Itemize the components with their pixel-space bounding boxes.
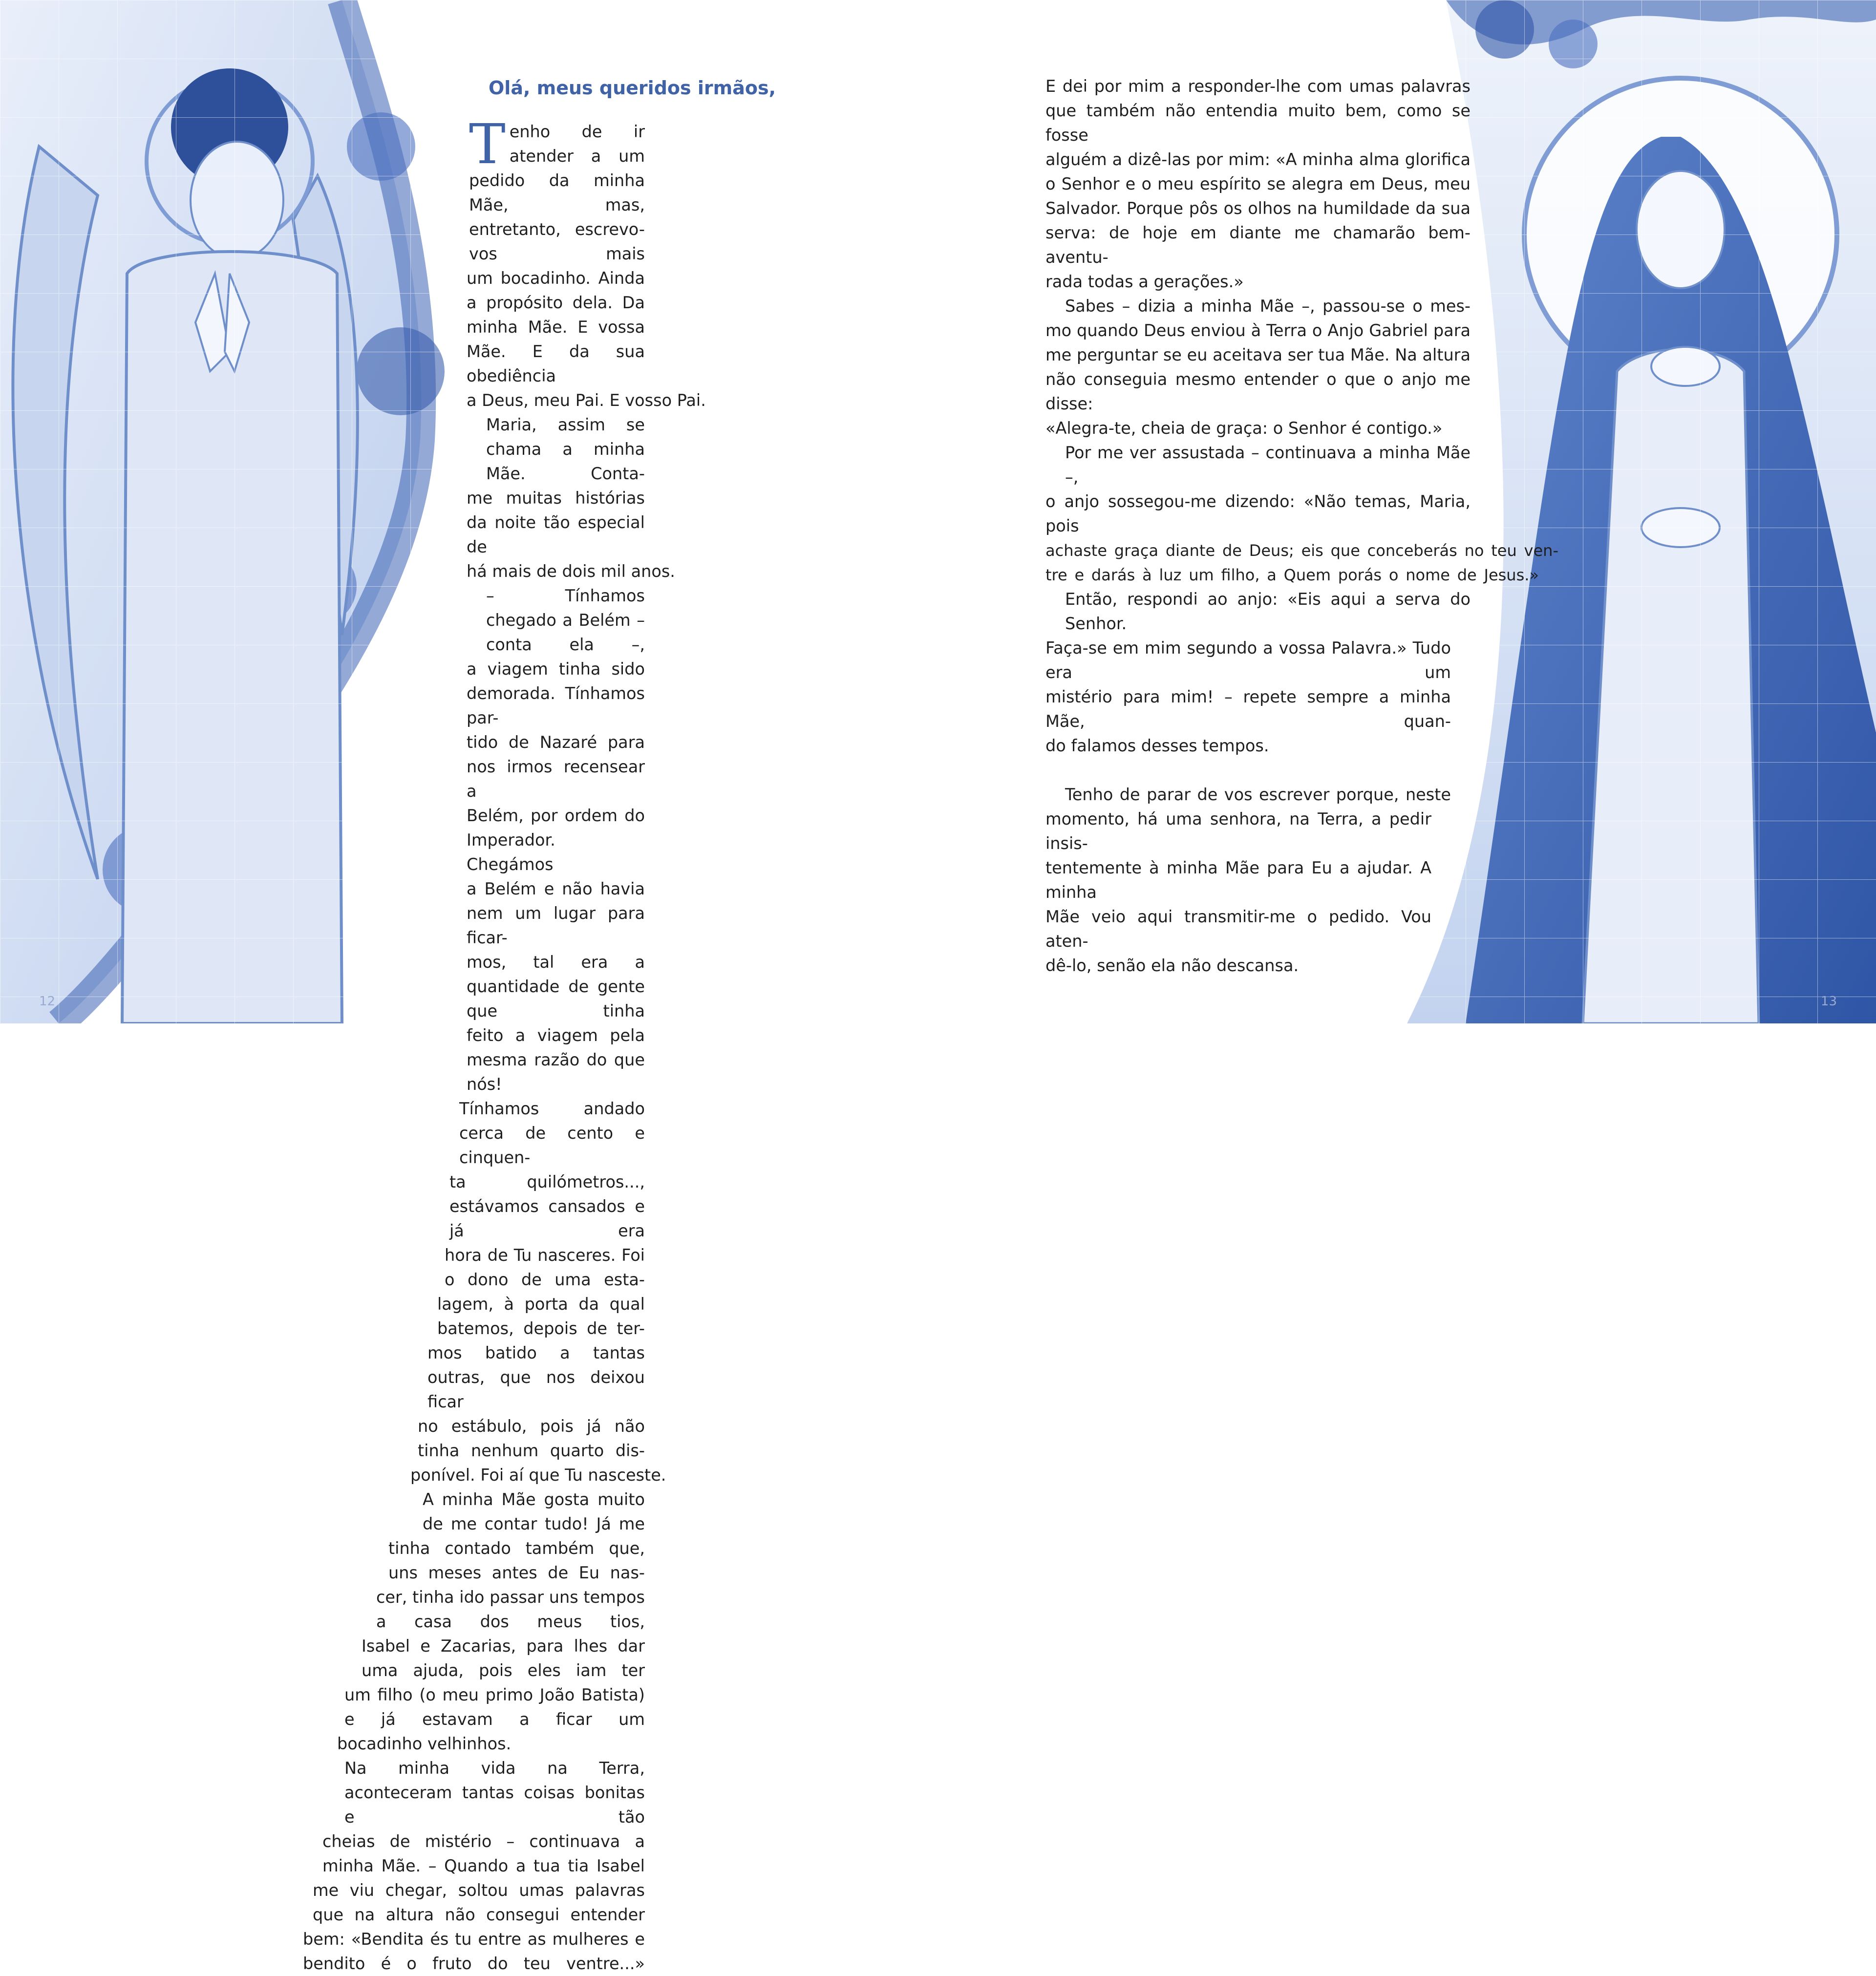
text-line: A minha Mãe gosta muito de me contar tudo! Já me: [423, 1490, 645, 1533]
text-line: Mãe veio aqui transmitir-me o pedido. Vou aten-: [1045, 907, 1431, 951]
text-line: o anjo sossegou-me dizendo: «Não temas, Maria, pois: [1045, 492, 1471, 535]
text-line: Na minha vida na Terra, aconteceram tantas coisas bonitas e tão: [344, 1759, 645, 1827]
drop-cap: T: [469, 113, 506, 176]
text-line: a Deus, meu Pai. E vosso Pai.: [467, 391, 706, 410]
text-line: me viu chegar, soltou umas palavras que na altura não consegui entender: [313, 1881, 645, 1924]
page-number-left: 12: [39, 994, 56, 1009]
text-line: tido de Nazaré para nos irmos recensear a: [467, 733, 645, 801]
text-line: lagem, à porta da qual batemos, depois de ter-: [437, 1295, 645, 1338]
text-line: Belém, por ordem do Imperador. Chegámos: [467, 806, 645, 874]
page-title: Olá, meus queridos irmãos,: [489, 77, 776, 99]
text-line: mos batido a tantas outras, que nos deixou ficar: [427, 1343, 645, 1411]
text-line: mo quando Deus enviou à Terra o Anjo Gabriel para: [1045, 321, 1471, 340]
left-text-column: [303, 113, 831, 1976]
text-line: Tenho de ir atender a um pedido da minha: [469, 113, 645, 190]
text-line: bem: «Bendita és tu entre as mulheres e bendito é o fruto do teu ventre...»: [303, 1930, 645, 1973]
text-line: alguém a dizê-las por mim: «A minha alma glorifica: [1045, 150, 1471, 169]
text-line: não conseguia mesmo entender o que o anjo me disse:: [1045, 370, 1471, 413]
text-line: Então, respondi ao anjo: «Eis aqui a serva do Senhor.: [1065, 590, 1471, 633]
text-line: cheias de mistério – continuava a minha Mãe. – Quando a tua tia Isabel: [322, 1832, 645, 1875]
text-line: – Tínhamos chegado a Belém – conta ela –,: [486, 586, 645, 654]
text-line: ta quilómetros..., estávamos cansados e já era: [449, 1172, 645, 1240]
text-line: um bocadinho. Ainda a propósito dela. Da: [467, 269, 645, 312]
mary-illustration: [1407, 0, 1876, 1023]
text-line: hora de Tu nasceres. Foi o dono de uma esta-: [445, 1246, 645, 1289]
text-line: Faça-se em mim segundo a vossa Palavra.» Tudo era um: [1045, 638, 1451, 682]
text-line: Por me ver assustada – continuava a minha Mãe –,: [1065, 443, 1471, 487]
text-line: Mãe, mas, entretanto, escrevo-vos mais: [469, 195, 645, 263]
text-line: achaste graça diante de Deus; eis que conceberás no teu ven-: [1045, 541, 1558, 560]
text-line: momento, há uma senhora, na Terra, a pedir insis-: [1045, 809, 1431, 853]
text-line: cer, tinha ido passar uns tempos a casa dos meus tios,: [376, 1588, 645, 1631]
text-line: feito a viagem pela mesma razão do que nós!: [467, 1026, 645, 1094]
text-line: Sabes – dizia a minha Mãe –, passou-se o mes-: [1065, 297, 1471, 316]
text-line: a Belém e não havia nem um lugar para ficar-: [467, 879, 645, 947]
text-line: do falamos desses tempos.: [1045, 736, 1269, 755]
text-line: tentemente à minha Mãe para Eu a ajudar. A minha: [1045, 858, 1431, 902]
text-line: bocadinho velhinhos.: [337, 1734, 512, 1753]
text-line: a viagem tinha sido demorada. Tínhamos par-: [467, 659, 645, 727]
text-line: «Alegra-te, cheia de graça: o Senhor é contigo.»: [1045, 419, 1443, 438]
text-line: o Senhor e o meu espírito se alegra em Deus, meu: [1045, 174, 1471, 193]
text-line: há mais de dois mil anos.: [467, 562, 675, 581]
text-line: Salvador. Porque pôs os olhos na humildade da sua: [1045, 199, 1471, 218]
blank-line: [1045, 758, 1471, 783]
text-line: Maria, assim se chama a minha Mãe. Conta-: [486, 415, 645, 483]
text-line: tinha contado também que, uns meses antes de Eu nas-: [388, 1539, 645, 1582]
text-line: Isabel e Zacarias, para lhes dar uma ajuda, pois eles iam ter: [362, 1636, 645, 1680]
text-line: me muitas histórias da noite tão especial de: [467, 489, 645, 556]
text-line: tre e darás à luz um filho, a Quem porás o nome de Jesus.»: [1045, 566, 1539, 584]
right-text-column: [1045, 74, 1558, 978]
text-line: rada todas a gerações.»: [1045, 272, 1244, 291]
text-line: Tínhamos andado cerca de cento e cinquen-: [459, 1099, 645, 1167]
text-line: Tenho de parar de vos escrever porque, neste: [1065, 785, 1451, 804]
text-line: ponível. Foi aí que Tu nasceste.: [410, 1466, 666, 1485]
text-line: minha Mãe. E vossa Mãe. E da sua obediência: [467, 318, 645, 385]
text-line: no estábulo, pois já não tinha nenhum quarto dis-: [418, 1417, 645, 1460]
text-line: mistério para mim! – repete sempre a minha Mãe, quan-: [1045, 687, 1451, 731]
text-line: E dei por mim a responder-lhe com umas palavras: [1045, 77, 1471, 96]
text-line: serva: de hoje em diante me chamarão bem-aventu-: [1045, 223, 1471, 267]
text-line: um filho (o meu primo João Batista) e já estavam a ficar um: [344, 1685, 645, 1729]
text-line: que também não entendia muito bem, como se fosse: [1045, 101, 1471, 145]
text-line: mos, tal era a quantidade de gente que tinha: [467, 953, 645, 1020]
page-number-right: 13: [1820, 994, 1837, 1009]
text-line: dê-lo, senão ela não descansa.: [1045, 956, 1299, 975]
text-line: me perguntar se eu aceitava ser tua Mãe. Na altura: [1045, 345, 1471, 364]
